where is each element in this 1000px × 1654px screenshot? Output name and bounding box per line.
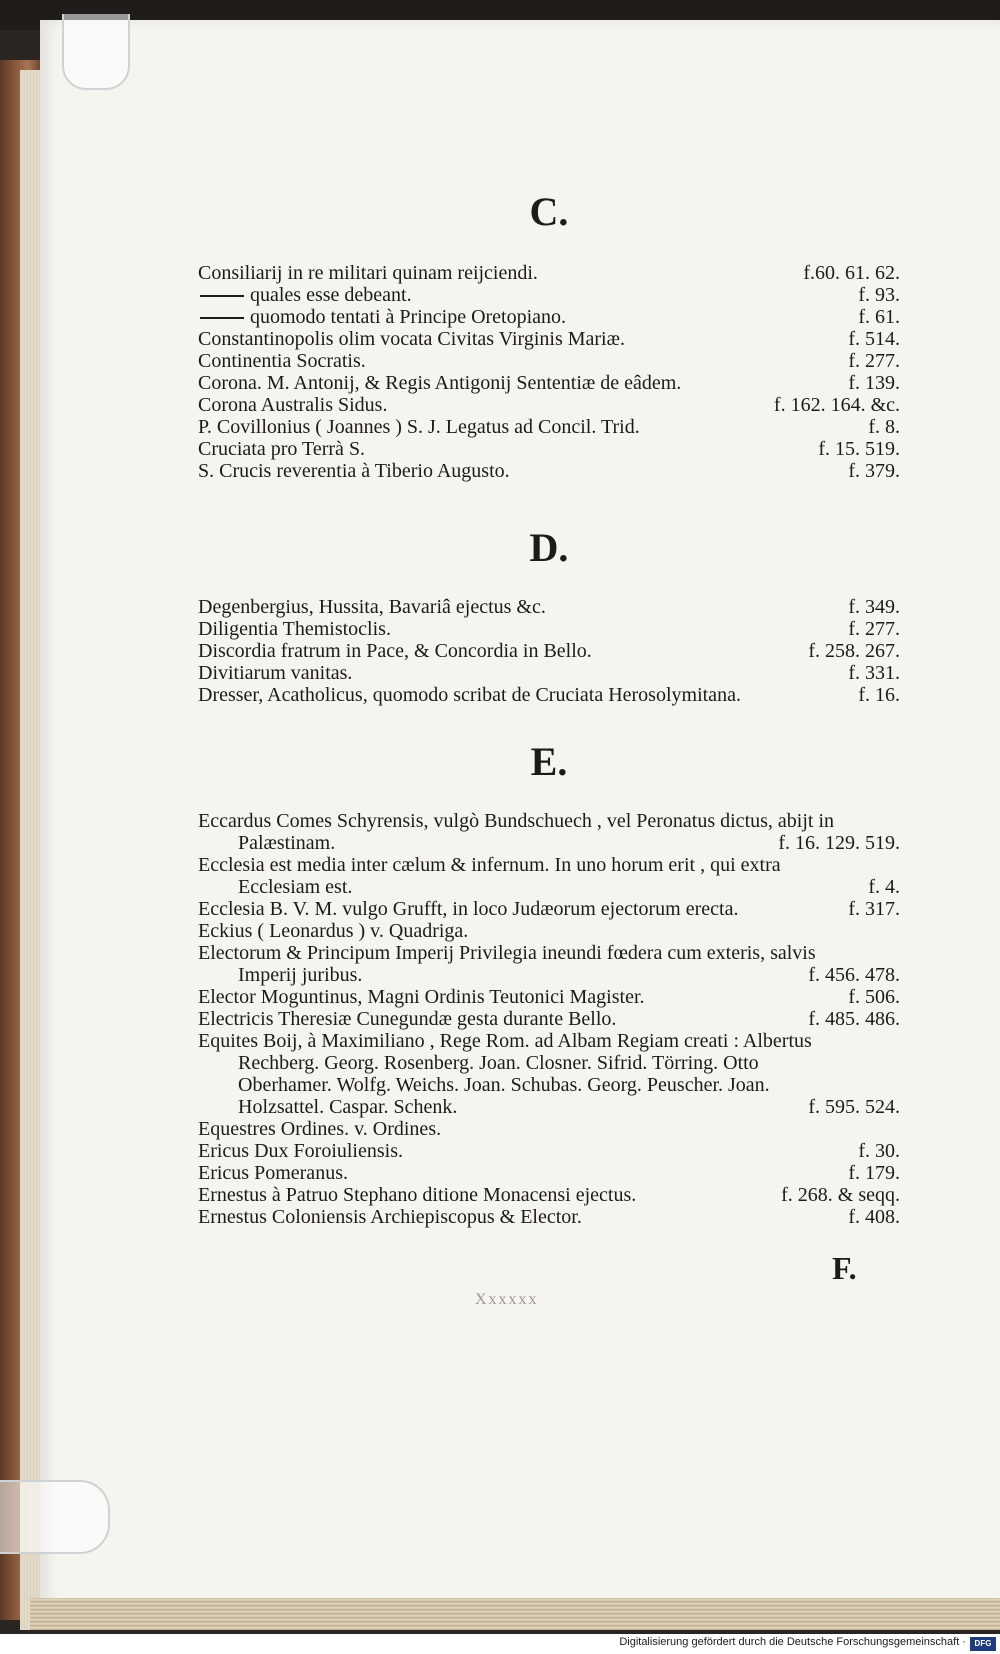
section-letter-e: E. (530, 739, 568, 784)
section-letter-d: D. (529, 525, 569, 570)
index-entry-continuation: Holzsattel. Caspar. Schenk. (238, 1096, 458, 1118)
index-entry-continuation: Oberhamer. Wolfg. Weichs. Joan. Schubas. Georg. Peuscher. Joan. (238, 1074, 770, 1096)
index-entry-continuation: Ecclesiam est. (238, 876, 353, 898)
section-letter-c: C. (529, 189, 569, 234)
footer-credit: Digitalisierung gefördert durch die Deutsche Forschungsgemeinschaft · (619, 1636, 966, 1648)
index-entry-continuation: Imperij juribus. (238, 964, 363, 986)
index-entry-ref: f. 456. 478. (808, 964, 900, 986)
index-entry-ref: f. 16. 129. 519. (778, 832, 900, 854)
index-entry-ref: f. 4. (868, 876, 900, 898)
page-clip-side (0, 1480, 110, 1554)
page-clip-top (62, 14, 130, 90)
index-entry-ref: f. 595. 524. (808, 1096, 900, 1118)
page-bottom-edge (30, 1598, 1000, 1630)
catchword: F. (832, 1250, 857, 1286)
ditto-dash (200, 317, 244, 319)
footer-bar (0, 1634, 1000, 1654)
index-entry-continuation: Rechberg. Georg. Rosenberg. Joan. Closner. Sifrid. Törring. Otto (238, 1052, 759, 1074)
ditto-dash (200, 295, 244, 297)
signature-mark: Xxxxxx (475, 1291, 539, 1308)
dfg-logo: DFG (970, 1637, 996, 1651)
index-entry-continuation: Palæstinam. (238, 832, 336, 854)
